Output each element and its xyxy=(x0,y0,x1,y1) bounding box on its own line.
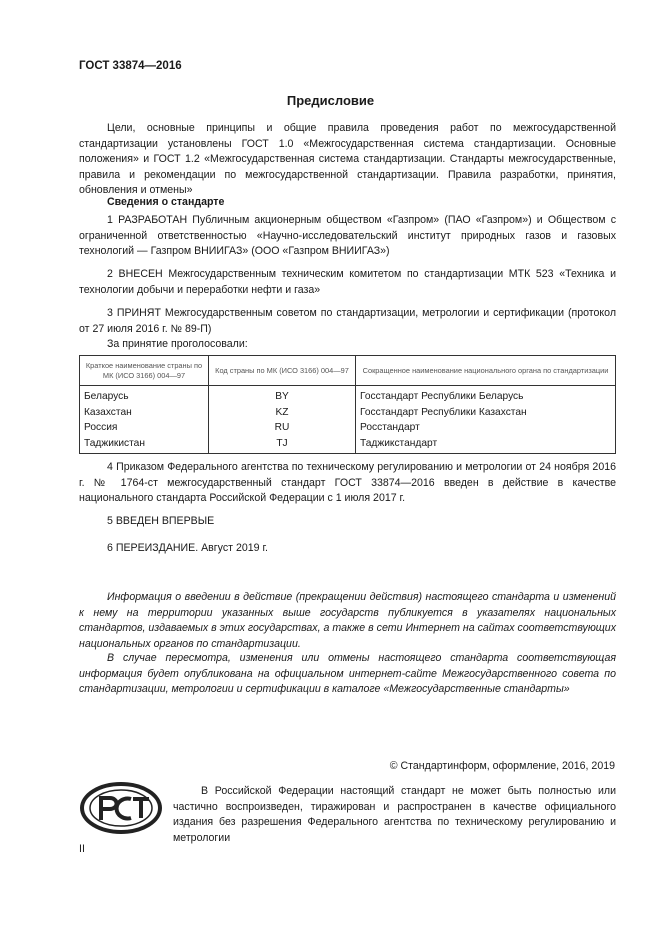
page-number: II xyxy=(79,843,85,855)
item-2-paragraph: 2 ВНЕСЕН Межгосударственным техническим комитетом по стандартизации МТК 523 «Техника и технологии добычи и переработки нефти и газа» xyxy=(79,268,616,296)
voting-table xyxy=(79,355,616,454)
table-cell-country: Казахстан xyxy=(80,405,209,421)
table-header-code: Код страны по МК (ИСО 3166) 004—97 xyxy=(209,356,356,386)
table-cell-country: Россия xyxy=(80,420,209,436)
table-cell-body: Таджикстандарт xyxy=(356,436,616,454)
table-row xyxy=(80,405,616,421)
rst-logo-icon xyxy=(79,780,165,836)
table-row xyxy=(80,386,616,405)
copyright-line: © Стандартинформ, оформление, 2016, 2019 xyxy=(389,760,615,772)
table-cell-body: Госстандарт Республики Казахстан xyxy=(356,405,616,421)
item-6-paragraph: 6 ПЕРЕИЗДАНИЕ. Август 2019 г. xyxy=(107,542,268,554)
table-cell-code: RU xyxy=(209,420,356,436)
table-cell-code: KZ xyxy=(209,405,356,421)
item-3-paragraph: 3 ПРИНЯТ Межгосударственным советом по стандартизации, метрологии и сертификации (протокол от 27 июля 2016 г. № 89-П) xyxy=(79,307,616,335)
info-paragraph-2: В случае пересмотра, изменения или отмены настоящего стандарта соответствующая информация будет опубликована на официальном интернет-сайте Межгосударственного совета по стандартизации, метрологии и сертификации в каталоге «Межгосударственные стандарты» xyxy=(79,652,616,696)
table-row xyxy=(80,420,616,436)
intro-paragraph: Цели, основные принципы и общие правила проведения работ по межгосударственной стандартизации установлены ГОСТ 1.0 «Межгосударственная система стандартизации. Основные положения» и ГОСТ 1.2 «Межгосударственная система стандартизации. Стандарты межгосударственные, правила и рекомендации по межгосударственной стандартизации. Правила разработки, принятия, обновления и отмены» xyxy=(79,122,616,197)
section-heading: Сведения о стандарте xyxy=(107,196,225,208)
item-5-paragraph: 5 ВВЕДЕН ВПЕРВЫЕ xyxy=(107,515,215,527)
table-cell-code: BY xyxy=(209,386,356,405)
copyright-notice: В Российской Федерации настоящий стандарт не может быть полностью или частично воспроизведен, тиражирован и распространен в качестве официального издания без разрешения Федерального агентства по техническому регулированию и метрологии xyxy=(173,785,616,844)
item-1-paragraph: 1 РАЗРАБОТАН Публичным акционерным обществом «Газпром» (ПАО «Газпром») и Обществом с ограниченной ответственностью «Научно-исследовательский институт природных газов и газовых технологий — Газпром ВНИИГАЗ» (ООО «Газпром ВНИИГАЗ») xyxy=(79,214,616,258)
table-cell-country: Беларусь xyxy=(80,386,209,405)
table-header-country: Краткое наименование страны по МК (ИСО 3166) 004—97 xyxy=(80,356,209,386)
vote-caption: За принятие проголосовали: xyxy=(107,338,248,350)
info-paragraph-1: Информация о введении в действие (прекращении действия) настоящего стандарта и изменений к нему на территории указанных выше государств публикуется в указателях национальных стандартов, издаваемых в этих государствах, а также в сети Интернет на сайтах соответствующих национальных органов по стандартизации. xyxy=(79,591,616,650)
item-4-paragraph: 4 Приказом Федерального агентства по техническому регулированию и метрологии от 24 ноября 2016 г. № 1764-ст межгосударственный стандарт ГОСТ 33874—2016 введен в действие в качестве национального стандарта Российской Федерации с 1 июля 2017 г. xyxy=(79,461,616,505)
table-header-row xyxy=(80,356,616,386)
document-id-header: ГОСТ 33874—2016 xyxy=(79,60,182,72)
table-cell-country: Таджикистан xyxy=(80,436,209,454)
table-cell-code: TJ xyxy=(209,436,356,454)
page-title: Предисловие xyxy=(286,93,375,108)
table-header-body: Сокращенное наименование национального органа по стандартизации xyxy=(356,356,616,386)
table-row xyxy=(80,436,616,454)
table-cell-body: Госстандарт Республики Беларусь xyxy=(356,386,616,405)
table-cell-body: Росстандарт xyxy=(356,420,616,436)
